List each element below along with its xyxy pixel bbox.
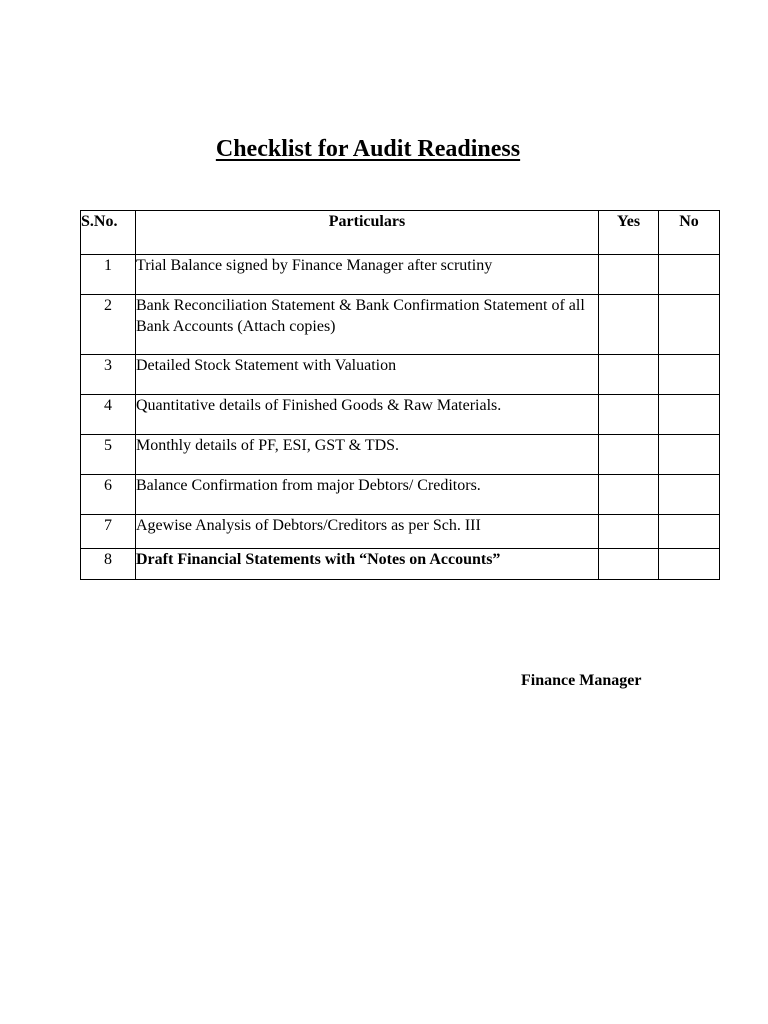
- row-particulars: Detailed Stock Statement with Valuation: [136, 355, 599, 395]
- row-sno: 8: [81, 549, 136, 580]
- row-yes-cell: [599, 515, 659, 549]
- row-sno: 2: [81, 295, 136, 355]
- row-no-cell: [659, 255, 720, 295]
- row-sno: 6: [81, 475, 136, 515]
- header-sno: S.No.: [81, 211, 136, 255]
- row-particulars: Quantitative details of Finished Goods & Raw Materials.: [136, 395, 599, 435]
- table-row: [81, 549, 720, 580]
- row-particulars: Trial Balance signed by Finance Manager after scrutiny: [136, 255, 599, 295]
- row-particulars: Agewise Analysis of Debtors/Creditors as per Sch. III: [136, 515, 599, 549]
- row-no-cell: [659, 475, 720, 515]
- table-row: [81, 255, 720, 295]
- header-yes: Yes: [599, 211, 659, 255]
- row-sno: 4: [81, 395, 136, 435]
- table-row: [81, 475, 720, 515]
- row-particulars: Bank Reconciliation Statement & Bank Confirmation Statement of all Bank Accounts (Attach copies): [136, 295, 599, 355]
- signature-label: Finance Manager: [521, 672, 642, 689]
- row-particulars: Draft Financial Statements with “Notes on Accounts”: [136, 549, 599, 580]
- row-yes-cell: [599, 475, 659, 515]
- row-yes-cell: [599, 295, 659, 355]
- row-no-cell: [659, 549, 720, 580]
- row-no-cell: [659, 395, 720, 435]
- row-particulars: Monthly details of PF, ESI, GST & TDS.: [136, 435, 599, 475]
- row-yes-cell: [599, 355, 659, 395]
- header-particulars: Particulars: [136, 211, 599, 255]
- table-row: [81, 515, 720, 549]
- table-header-row: [81, 211, 720, 255]
- table-row: [81, 295, 720, 355]
- row-no-cell: [659, 435, 720, 475]
- row-yes-cell: [599, 549, 659, 580]
- header-no: No: [659, 211, 720, 255]
- row-particulars: Balance Confirmation from major Debtors/ Creditors.: [136, 475, 599, 515]
- checklist-table: [80, 210, 720, 580]
- row-yes-cell: [599, 395, 659, 435]
- row-yes-cell: [599, 435, 659, 475]
- row-sno: 1: [81, 255, 136, 295]
- row-sno: 3: [81, 355, 136, 395]
- table-row: [81, 355, 720, 395]
- row-yes-cell: [599, 255, 659, 295]
- row-no-cell: [659, 515, 720, 549]
- row-sno: 5: [81, 435, 136, 475]
- row-no-cell: [659, 355, 720, 395]
- row-no-cell: [659, 295, 720, 355]
- table-row: [81, 435, 720, 475]
- table-row: [81, 395, 720, 435]
- row-sno: 7: [81, 515, 136, 549]
- page-title: Checklist for Audit Readiness: [215, 136, 521, 162]
